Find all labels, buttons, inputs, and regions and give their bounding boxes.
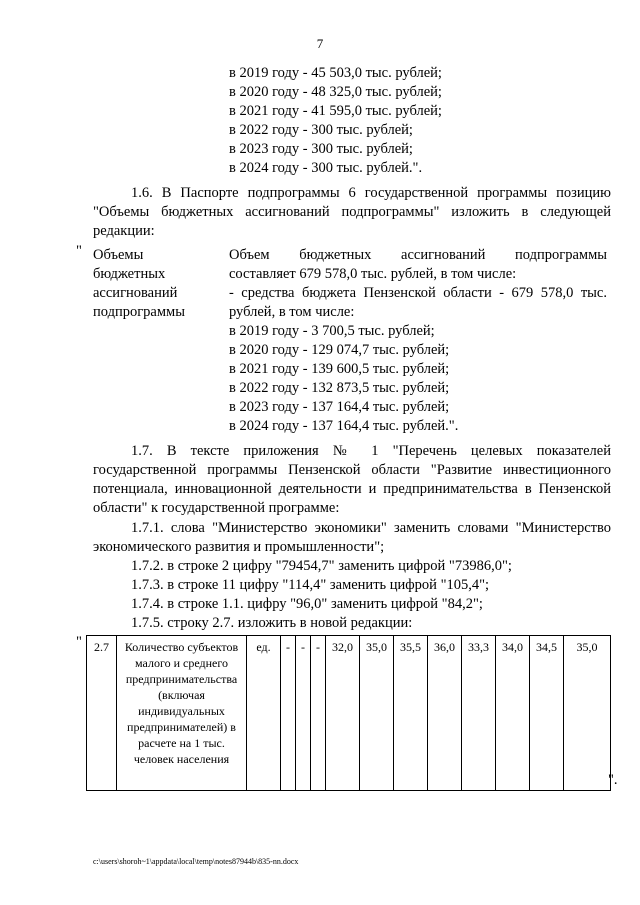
passport-label-line: Объемы (93, 247, 144, 263)
para-1-6-line: 1.6. В Паспорте подпрограммы 6 государственной программы позицию (131, 185, 611, 201)
para-1-7-line: области" к государственной программе: (93, 500, 340, 516)
passport-label-line: ассигнований (93, 285, 178, 301)
value-cell: 33,3 (462, 636, 496, 791)
passport-value-line: составляет 679 578,0 тыс. рублей, в том числе: (229, 266, 517, 282)
year-line: в 2020 году - 48 325,0 тыс. рублей; (229, 84, 442, 100)
year-line: в 2021 году - 41 595,0 тыс. рублей; (229, 103, 442, 119)
dash-cell: - (281, 636, 296, 791)
item-1-7-1-line: 1.7.1. слова "Министерство экономики" заменить словами "Министерство (131, 520, 611, 536)
passport-value-line: Объем бюджетных ассигнований подпрограммы (229, 247, 607, 263)
table-row (87, 636, 611, 791)
year-line: в 2024 году - 300 тыс. рублей.". (229, 160, 423, 176)
indicator-table (86, 635, 611, 791)
passport-label-line: бюджетных (93, 266, 166, 282)
year-line: в 2023 году - 300 тыс. рублей; (229, 141, 413, 157)
value-cell: 34,0 (496, 636, 530, 791)
value-cell: 36,0 (428, 636, 462, 791)
item-1-7-2: 1.7.2. в строке 2 цифру "79454,7" заменить цифрой "73986,0"; (131, 558, 512, 574)
item-1-7-1-line: экономического развития и промышленности"; (93, 539, 385, 555)
passport-year-line: в 2020 году - 129 074,7 тыс. рублей; (229, 342, 450, 358)
passport-year-line: в 2022 году - 132 873,5 тыс. рублей; (229, 380, 450, 396)
year-line: в 2019 году - 45 503,0 тыс. рублей; (229, 65, 442, 81)
passport-year-line: в 2019 году - 3 700,5 тыс. рублей; (229, 323, 435, 339)
year-line: в 2022 году - 300 тыс. рублей; (229, 122, 413, 138)
page-number: 7 (316, 36, 324, 51)
passport-year-line: в 2023 году - 137 164,4 тыс. рублей; (229, 399, 450, 415)
para-1-6-line: "Объемы бюджетных ассигнований подпрограммы" изложить в следующей (93, 204, 611, 220)
passport-value-line: - средства бюджета Пензенской области - 679 578,0 тыс. (229, 285, 607, 301)
dash-cell: - (296, 636, 311, 791)
close-quote: ". (608, 772, 618, 788)
para-1-7-line: 1.7. В тексте приложения № 1 "Перечень целевых показателей (131, 443, 611, 459)
value-cell: 32,0 (326, 636, 360, 791)
value-cell: 35,0 (564, 636, 611, 791)
value-cell: 35,0 (360, 636, 394, 791)
item-1-7-3: 1.7.3. в строке 11 цифру "114,4" заменить цифрой "105,4"; (131, 577, 490, 593)
value-cell: 35,5 (394, 636, 428, 791)
passport-value-line: рублей, в том числе: (229, 304, 355, 320)
para-1-6-line: редакции: (93, 223, 155, 239)
file-path-footer: c:\users\shoroh~1\appdata\local\temp\notes87944b\835-nn.docx (93, 857, 299, 866)
unit-cell: ед. (247, 636, 281, 791)
para-1-7-line: потенциала, инновационной деятельности и предпринимательства в Пензенской (93, 481, 611, 497)
row-number-cell: 2.7 (87, 636, 117, 791)
passport-label-line: подпрограммы (93, 304, 185, 320)
indicator-name-cell: Количество субъектов малого и среднего предпринимательства (включая индивидуальных предпринимателей) в расчете на 1 тыс. человек населения (117, 636, 247, 791)
dash-cell: - (311, 636, 326, 791)
passport-year-line: в 2024 году - 137 164,4 тыс. рублей.". (229, 418, 459, 434)
item-1-7-4: 1.7.4. в строке 1.1. цифру "96,0" заменить цифрой "84,2"; (131, 596, 483, 612)
item-1-7-5: 1.7.5. строку 2.7. изложить в новой редакции: (131, 615, 413, 631)
para-1-7-line: государственной программы Пензенской области "Развитие инвестиционного (93, 462, 611, 478)
table-open-quote: " (76, 634, 82, 650)
open-quote: " (76, 243, 82, 259)
value-cell: 34,5 (530, 636, 564, 791)
passport-year-line: в 2021 году - 139 600,5 тыс. рублей; (229, 361, 450, 377)
